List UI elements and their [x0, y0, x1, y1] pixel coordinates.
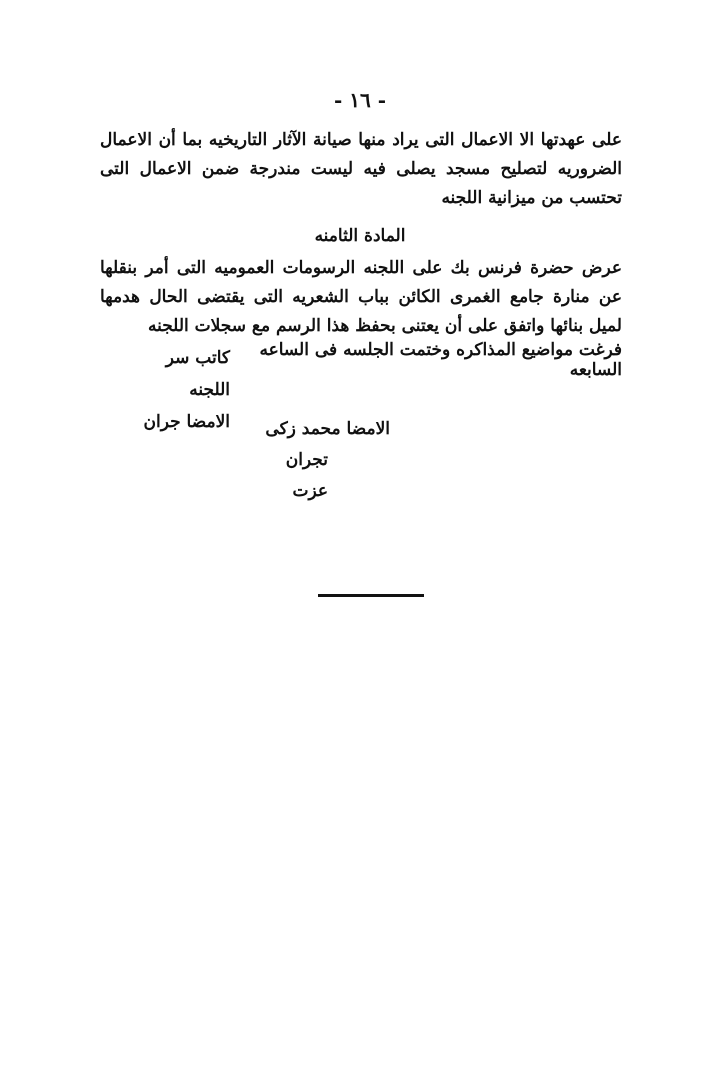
- paragraph-budget-note: على عهدتها الا الاعمال التى يراد منها صيانة الآثار التاريخيه بما أن الاعمال الضروريه لتصليح مسجد يصلى فيه ليست مندرجة ضمن الاعمال التى تحتسب من ميزانية اللجنه: [100, 130, 622, 208]
- secretary-signature: الامضا جران: [143, 412, 230, 432]
- signatures-block: [230, 414, 390, 507]
- signature-line: تجران: [285, 450, 328, 470]
- paragraph-minaret-drawings: عرض حضرة فرنس بك على اللجنه الرسومات العموميه التى أمر بنقلها عن منارة جامع الغمرى الكائن بباب الشعريه التى يقتضى الحال هدمها لميل بنائها واتفق على أن يعتنى بحفظ هذا الرسم مع سجلات اللجنه: [100, 258, 622, 336]
- end-rule-divider: [318, 594, 424, 597]
- closing-line: فرغت مواضيع المذاكره وختمت الجلسه فى الساعه السابعه: [259, 340, 622, 380]
- page-number: - ١٦ -: [333, 88, 386, 112]
- secretary-block: [120, 342, 230, 438]
- secretary-title: كاتب سر اللجنه: [165, 348, 230, 400]
- signature-line: الامضا محمد زكى: [265, 419, 390, 439]
- article-heading: المادة الثامنه: [314, 226, 406, 246]
- signature-line: عزت: [292, 481, 328, 501]
